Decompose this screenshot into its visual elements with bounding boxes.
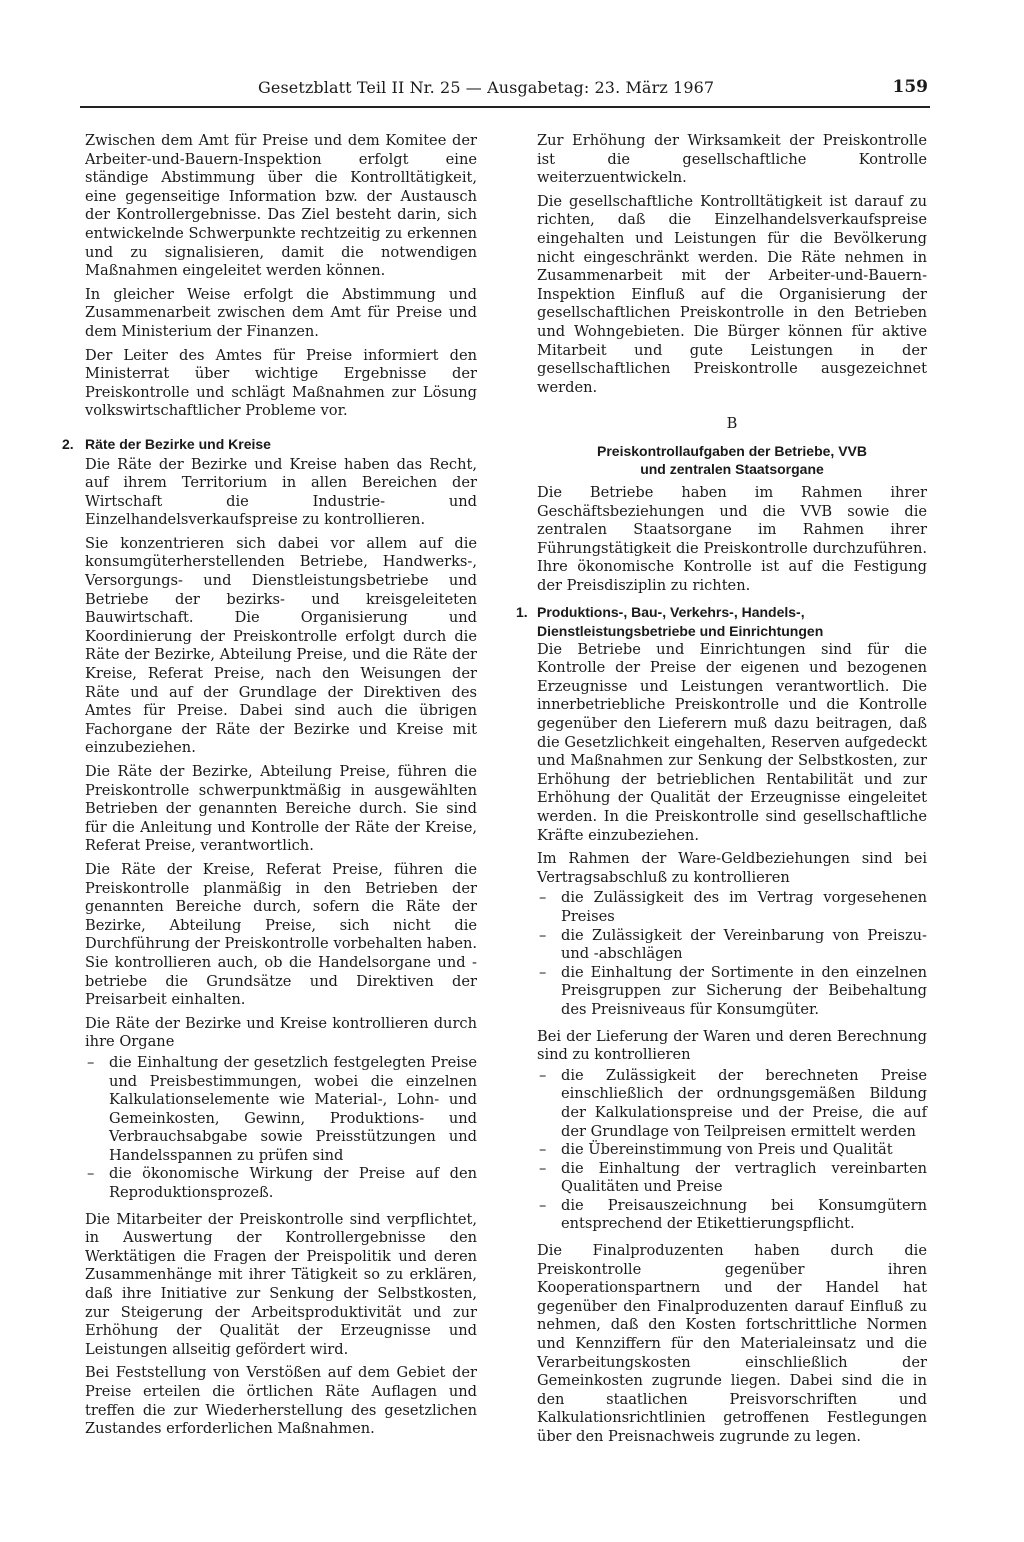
paragraph: Die Räte der Bezirke und Kreise haben das Recht, auf ihrem Territorium in allen Bereichen der Wirtschaft die Industrie- und Einzelhandelsverkaufspreise zu kontrollieren. <box>85 455 477 529</box>
list-item: – die Einhaltung der Sortimente in den einzelnen Preisgruppen zur Sicherung der Beibehaltung des Preisniveaus für Konsumgüter. <box>539 963 927 1018</box>
list-item: – die Zulässigkeit der berechneten Preise einschließlich der ordnungsgemäßen Bildung der Kalkulationspreise und der Preise, die auf der Grundlage von Teilpreisen ermittelt werden <box>539 1066 927 1140</box>
page-header <box>80 78 930 108</box>
paragraph: Zwischen dem Amt für Preise und dem Komitee der Arbeiter-und-Bauern-Inspektion erfolgt eine ständige Abstimmung über die Kontrolltätigkeit, eine gegenseitige Information bzw. der Austausch der Kontrollergebnisse. Das Ziel besteht darin, sich entwickelnde Schwerpunkte rechtzeitig zu erkennen und zu signalisieren, damit die notwendigen Maßnahmen eingeleitet werden können. <box>85 132 477 280</box>
subsection-title: Produktions-, Bau-, Verkehrs-, Handels-, Dienstleistungsbetriebe und Einrichtungen <box>537 604 824 640</box>
list-item: – die Zulässigkeit des im Vertrag vorgesehenen Preises <box>539 889 927 925</box>
paragraph: Die Räte der Kreise, Referat Preise, führen die Preiskontrolle planmäßig in den Betrieben der genannten Bereiche durch, sofern die Räte der Bezirke, Abteilung Preise, sich nicht die Durchführung der Preiskontrolle vorbehalten haben. Sie kontrollieren auch, ob die Handelsorgane und -betriebe die Grundsätze und Direktiven der Preisarbeit einhalten. <box>85 860 477 1009</box>
paragraph: Sie konzentrieren sich dabei vor allem auf die konsumgüterherstellenden Betriebe, Handwerks-, Versorgungs- und Dienstleistungsbetriebe und Betriebe der bezirks- und kreisgeleiteten Bauwirtschaft. Die Organisierung und Koordinierung der Preiskontrolle erfolgt durch die Räte der Bezirke, Abteilung Preise, und die Räte der Kreise, Referat Preise, nach den Weisungen der Räte und auf der Grundlage der Direktiven des Amtes für Preise. Dabei sind auch die übrigen Fachorgane der Räte der Bezirke und Kreise mit einzubeziehen. <box>85 534 477 757</box>
subsection-number: 1. <box>516 604 528 621</box>
section-heading <box>62 435 477 454</box>
paragraph: Die Räte der Bezirke, Abteilung Preise, führen die Preiskontrolle schwerpunktmäßig in ausgewählten Betrieben der genannten Bereiche durch. Sie sind für die Anleitung und Kontrolle der Räte der Kreise, Referat Preise, verantwortlich. <box>85 763 477 855</box>
section-letter: B <box>726 415 738 433</box>
list-item: – die Einhaltung der gesetzlich festgelegten Preise und Preisbestimmungen, wobei die einzelnen Kalkulationselemente wie Material-, Lohn- und Gemeinkosten, Gewinn, Produktions- und Verbrauchsabgabe sowie Preisstützungen und Handelsspannen zu prüfen sind <box>87 1053 477 1164</box>
list-item: – die Preisauszeichnung bei Konsumgütern entsprechend der Etikettierungspflicht. <box>539 1196 927 1233</box>
dash-list <box>85 1054 477 1203</box>
left-column <box>62 132 477 1444</box>
section-number: 2. <box>62 435 74 452</box>
right-column <box>516 132 927 1452</box>
paragraph: Die Betriebe haben im Rahmen ihrer Geschäftsbeziehungen und die VVB sowie die zentralen Staatsorgane im Rahmen ihrer Führungstätigkeit die Preiskontrolle durchzuführen. Ihre ökonomische Kontrolle ist auf die Festigung der Preisdisziplin zu richten. <box>537 483 927 594</box>
section-title: Räte der Bezirke und Kreise <box>85 435 271 452</box>
paragraph: Bei der Lieferung der Waren und deren Berechnung sind zu kontrollieren <box>537 1027 927 1064</box>
paragraph: Die Betriebe und Einrichtungen sind für die Kontrolle der Preise der eigenen und bezogenen Erzeugnisse und Leistungen verantwortlich. Die innerbetriebliche Preiskontrolle und die Kontrolle gegenüber den Lieferern muß dazu beitragen, daß die Gesetzlichkeit eingehalten, Reserven aufgedeckt und Maßnahmen zur Senkung der Selbstkosten, zur Erhöhung der betrieblichen Rentabilität und zur Erhöhung der Qualität der Erzeugnisse eingeleitet werden. In die Preiskontrolle sind gesellschaftliche Kräfte einzubeziehen. <box>537 640 927 844</box>
list-item: – die Übereinstimmung von Preis und Qualität <box>539 1141 893 1159</box>
paragraph: In gleicher Weise erfolgt die Abstimmung und Zusammenarbeit zwischen dem Amt für Preise und dem Ministerium der Finanzen. <box>85 285 477 340</box>
subsection-heading <box>516 603 927 640</box>
list-item: – die Zulässigkeit der Vereinbarung von Preiszu- und -abschlägen <box>539 926 927 963</box>
dash-list <box>537 889 927 1019</box>
paragraph: Bei Feststellung von Verstößen auf dem Gebiet der Preise erteilen die örtlichen Räte Auflagen und treffen die zur Wiederherstellung des gesetzlichen Zustandes erforderlichen Maßnahmen. <box>85 1364 477 1438</box>
paragraph: Der Leiter des Amtes für Preise informiert den Ministerrat über wichtige Ergebnisse der Preiskontrolle und schlägt Maßnahmen zur Lösung volkswirtschaftlicher Probleme vor. <box>85 346 477 420</box>
paragraph: Die Räte der Bezirke und Kreise kontrollieren durch ihre Organe <box>85 1014 477 1051</box>
header-title: Gesetzblatt Teil II Nr. 25 — Ausgabetag: 23. März 1967 <box>258 78 715 97</box>
paragraph: Die gesellschaftliche Kontrolltätigkeit ist darauf zu richten, daß die Einzelhandelsverkaufspreise eingehalten und Leistungen für die Bevölkerung nicht eingeschränkt werden. Die Räte nehmen in Zusammenarbeit mit der Arbeiter-und-Bauern-Inspektion Einfluß auf die Organisierung der gesellschaftlichen Preiskontrolle in den Betrieben und Wohngebieten. Die Bürger können für aktive Mitarbeit und gute Leistungen in der gesellschaftlichen Preiskontrolle ausgezeichnet werden. <box>537 192 927 396</box>
page-number: 159 <box>892 77 928 97</box>
paragraph: Die Mitarbeiter der Preiskontrolle sind verpflichtet, in Auswertung der Kontrollergebnisse den Werktätigen die Fragen der Preispolitik und deren Zusammenhänge mit ihrer Tätigkeit so zu erklären, daß ihre Initiative zur Senkung der Selbstkosten, zur Steigerung der Arbeitsproduktivität und zur Erhöhung der Qualität der Erzeugnisse und Leistungen allseitig gefördert wird. <box>85 1210 477 1358</box>
section-title: Preiskontrollaufgaben der Betriebe, VVB und zentralen Staatsorgane <box>597 442 867 477</box>
list-item: – die Einhaltung der vertraglich vereinbarten Qualitäten und Preise <box>539 1159 927 1196</box>
paragraph: Zur Erhöhung der Wirksamkeit der Preiskontrolle ist die gesellschaftliche Kontrolle weiterzuentwickeln. <box>537 132 927 187</box>
paragraph: Die Finalproduzenten haben durch die Preiskontrolle gegenüber ihren Kooperationspartnern und der Handel hat gegenüber den Finalproduzenten darauf Einfluß zu nehmen, daß den Kosten fortschrittliche Normen und Kennziffern für den Materialeinsatz und die Verarbeitungskosten einschließlich der Gemeinkosten zugrunde liegen. Dabei sind die in den staatlichen Preisvorschriften und Kalkulationsrichtlinien getroffenen Festlegungen über den Preisnachweis zugrunde zu legen. <box>537 1242 927 1445</box>
list-item: – die ökonomische Wirkung der Preise auf den Reproduktionsprozeß. <box>87 1165 477 1202</box>
dash-list <box>537 1067 927 1234</box>
paragraph: Im Rahmen der Ware-Geldbeziehungen sind bei Vertragsabschluß zu kontrollieren <box>537 850 927 886</box>
